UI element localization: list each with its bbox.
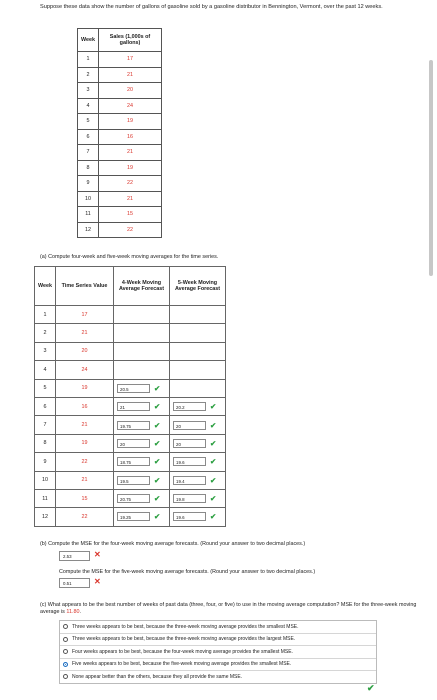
problem-intro: Suppose these data show the number of gallons of gasoline sold by a gasoline distributor in Bennington, Vermont, over the past 12 weeks. <box>40 4 383 10</box>
four-week-header: 4-Week Moving Average Forecast <box>114 267 170 306</box>
table-row <box>78 129 162 145</box>
time-series-cell: 24 <box>56 361 114 379</box>
week-cell: 5 <box>35 379 56 397</box>
mse-five-week-input[interactable]: 0.51 <box>59 578 90 588</box>
check-icon: ✔ <box>154 420 161 430</box>
table-row <box>35 508 226 526</box>
scrollbar[interactable] <box>429 60 433 276</box>
sales-cell: 22 <box>99 176 162 192</box>
sales-header: Sales (1,000s of gallons) <box>99 29 162 52</box>
table-row <box>78 176 162 192</box>
week-cell: 11 <box>78 207 99 223</box>
check-icon: ✔ <box>154 438 161 448</box>
option-item[interactable] <box>60 621 376 634</box>
week-cell: 9 <box>78 176 99 192</box>
table-row <box>78 207 162 223</box>
five-week-forecast-input[interactable]: 20.2 <box>173 402 206 411</box>
four-week-cell <box>114 453 170 471</box>
table-row <box>35 342 226 360</box>
week-cell: 6 <box>35 397 56 415</box>
forecast-answer <box>170 421 225 430</box>
time-series-cell: 16 <box>56 397 114 415</box>
forecast-answer <box>114 457 169 466</box>
week-cell: 10 <box>35 471 56 489</box>
four-week-cell <box>114 379 170 397</box>
forecast-answer <box>170 476 225 485</box>
table-row <box>35 306 226 324</box>
mse-three-week-value: 11.80 <box>66 609 80 615</box>
four-week-forecast-input[interactable]: 20.5 <box>117 384 150 393</box>
table-row <box>35 361 226 379</box>
part-c-prompt: (c) What appears to be the best number of weeks of past data (three, four, or five) to use in the moving average computation? MSE for the three-week moving average is 11.80. <box>40 602 417 615</box>
check-icon: ✔ <box>210 402 217 412</box>
week-cell: 8 <box>35 434 56 452</box>
four-week-cell <box>114 397 170 415</box>
check-icon: ✔ <box>154 512 161 522</box>
five-week-forecast-input[interactable]: 19.8 <box>173 494 206 503</box>
table-row <box>35 453 226 471</box>
check-icon: ✔ <box>210 420 217 430</box>
check-icon: ✔ <box>154 383 161 393</box>
time-series-cell: 17 <box>56 306 114 324</box>
time-series-cell: 19 <box>56 434 114 452</box>
sales-data-table <box>77 28 162 238</box>
four-week-cell <box>114 434 170 452</box>
table-row <box>78 83 162 99</box>
time-series-cell: 15 <box>56 489 114 507</box>
forecast-answer <box>170 439 225 448</box>
four-week-forecast-input[interactable]: 20 <box>117 439 150 448</box>
week-cell: 12 <box>78 222 99 238</box>
forecast-answer <box>170 402 225 411</box>
option-label: Four weeks appears to be best, because the four-week moving average provides the smallest MSE. <box>72 648 293 655</box>
week-cell: 3 <box>78 83 99 99</box>
forecast-answer <box>170 457 225 466</box>
four-week-forecast-input[interactable]: 19.75 <box>117 421 150 430</box>
forecast-answer <box>114 384 169 393</box>
week-cell: 12 <box>35 508 56 526</box>
week-cell: 7 <box>78 145 99 161</box>
option-label: Five weeks appears to be best, because the five-week moving average provides the smallest MSE. <box>72 661 292 668</box>
five-week-cell <box>170 306 226 324</box>
table-row <box>35 379 226 397</box>
forecast-answer <box>114 402 169 411</box>
week-cell: 1 <box>35 306 56 324</box>
week-cell: 9 <box>35 453 56 471</box>
time-series-cell: 21 <box>56 416 114 434</box>
part-c-question: (c) What appears to be the best number of weeks of past data (three, four, or five) to use in the moving average computation? MSE for the three-week moving average is <box>40 602 417 615</box>
option-label: None appear better than the others, because they all provide the same MSE. <box>72 673 243 680</box>
forecast-answer <box>114 476 169 485</box>
table-row <box>78 98 162 114</box>
sales-cell: 22 <box>99 222 162 238</box>
check-icon: ✔ <box>210 494 217 504</box>
table-row <box>78 52 162 68</box>
week-cell: 10 <box>78 191 99 207</box>
radio-button[interactable] <box>63 674 68 679</box>
option-item[interactable] <box>60 646 376 659</box>
sales-cell: 21 <box>99 145 162 161</box>
check-icon: ✔ <box>154 494 161 504</box>
table-row <box>78 145 162 161</box>
four-week-cell <box>114 324 170 342</box>
forecast-answer <box>114 512 169 521</box>
sales-cell: 24 <box>99 98 162 114</box>
check-icon: ✔ <box>210 512 217 522</box>
table-row <box>35 324 226 342</box>
table-row <box>78 67 162 83</box>
five-week-cell <box>170 397 226 415</box>
week-cell: 11 <box>35 489 56 507</box>
radio-button[interactable] <box>63 624 68 629</box>
four-week-cell <box>114 508 170 526</box>
sales-cell: 21 <box>99 191 162 207</box>
week-header: Week <box>35 267 56 306</box>
five-week-cell <box>170 453 226 471</box>
part-a-prompt: (a) Compute four-week and five-week moving averages for the time series. <box>40 254 219 260</box>
five-week-cell <box>170 416 226 434</box>
table-row <box>35 416 226 434</box>
forecast-answer <box>170 494 225 503</box>
four-week-cell <box>114 342 170 360</box>
table-row <box>35 489 226 507</box>
table-row <box>35 471 226 489</box>
forecast-answer <box>114 494 169 503</box>
four-week-forecast-input[interactable]: 19.5 <box>117 476 150 485</box>
week-cell: 1 <box>78 52 99 68</box>
five-week-header: 5-Week Moving Average Forecast <box>170 267 226 306</box>
radio-button[interactable] <box>63 637 68 642</box>
five-week-cell <box>170 342 226 360</box>
five-week-cell <box>170 361 226 379</box>
week-cell: 2 <box>35 324 56 342</box>
four-week-cell <box>114 489 170 507</box>
week-cell: 3 <box>35 342 56 360</box>
four-week-forecast-input[interactable]: 19.25 <box>117 512 150 521</box>
sales-cell: 21 <box>99 67 162 83</box>
check-icon: ✔ <box>367 683 375 693</box>
time-series-cell: 20 <box>56 342 114 360</box>
time-series-cell: 21 <box>56 324 114 342</box>
option-label: Three weeks appears to be best, because the three-week moving average provides the largest MSE. <box>72 636 296 643</box>
x-icon: ✕ <box>94 577 101 586</box>
week-cell: 5 <box>78 114 99 130</box>
part-b-prompt-five-week: Compute the MSE for the five-week moving average forecasts. (Round your answer to two decimal places.) <box>59 569 316 575</box>
week-header: Week <box>78 29 99 52</box>
answer-options <box>59 620 377 684</box>
week-cell: 4 <box>78 98 99 114</box>
radio-button[interactable] <box>63 662 68 667</box>
forecast-answer <box>170 512 225 521</box>
five-week-cell <box>170 434 226 452</box>
four-week-forecast-input[interactable]: 21 <box>117 402 150 411</box>
four-week-forecast-input[interactable]: 20.75 <box>117 494 150 503</box>
four-week-forecast-input[interactable]: 18.75 <box>117 457 150 466</box>
sales-cell: 20 <box>99 83 162 99</box>
option-label: Three weeks appears to be best, because the three-week moving average provides the smallest MSE. <box>72 623 299 630</box>
four-week-cell <box>114 306 170 324</box>
check-icon: ✔ <box>154 402 161 412</box>
check-icon: ✔ <box>154 475 161 485</box>
week-cell: 8 <box>78 160 99 176</box>
time-series-cell: 22 <box>56 508 114 526</box>
sales-cell: 16 <box>99 129 162 145</box>
check-icon: ✔ <box>210 457 217 467</box>
five-week-cell <box>170 489 226 507</box>
check-icon: ✔ <box>210 438 217 448</box>
table-row <box>78 191 162 207</box>
five-week-forecast-input[interactable]: 19.6 <box>173 457 206 466</box>
check-icon: ✔ <box>210 475 217 485</box>
four-week-cell <box>114 361 170 379</box>
five-week-forecast-input[interactable]: 19.6 <box>173 512 206 521</box>
sales-cell: 19 <box>99 160 162 176</box>
option-item[interactable] <box>60 659 376 672</box>
check-icon: ✔ <box>154 457 161 467</box>
five-week-cell <box>170 508 226 526</box>
table-row <box>35 434 226 452</box>
time-series-cell: 22 <box>56 453 114 471</box>
week-cell: 6 <box>78 129 99 145</box>
five-week-cell <box>170 471 226 489</box>
table-row <box>78 222 162 238</box>
table-row <box>78 114 162 130</box>
radio-button[interactable] <box>63 649 68 654</box>
five-week-forecast-input[interactable]: 20 <box>173 421 206 430</box>
table-row <box>35 397 226 415</box>
sales-cell: 17 <box>99 52 162 68</box>
forecast-answer <box>114 439 169 448</box>
five-week-forecast-input[interactable]: 19.4 <box>173 476 206 485</box>
moving-average-table <box>34 266 226 527</box>
week-cell: 2 <box>78 67 99 83</box>
forecast-answer <box>114 421 169 430</box>
four-week-cell <box>114 471 170 489</box>
five-week-cell <box>170 324 226 342</box>
time-series-header: Time Series Value <box>56 267 114 306</box>
x-icon: ✕ <box>94 550 101 559</box>
four-week-cell <box>114 416 170 434</box>
time-series-cell: 19 <box>56 379 114 397</box>
five-week-forecast-input[interactable]: 20 <box>173 439 206 448</box>
week-cell: 7 <box>35 416 56 434</box>
week-cell: 4 <box>35 361 56 379</box>
part-b-prompt-four-week: (b) Compute the MSE for the four-week moving average forecasts. (Round your answer to two decimal places.) <box>40 541 306 547</box>
option-item[interactable] <box>60 634 376 647</box>
option-item[interactable] <box>60 671 376 683</box>
five-week-cell <box>170 379 226 397</box>
sales-cell: 15 <box>99 207 162 223</box>
time-series-cell: 21 <box>56 471 114 489</box>
table-row <box>78 160 162 176</box>
mse-four-week-input[interactable]: 2.53 <box>59 551 90 561</box>
sales-cell: 19 <box>99 114 162 130</box>
